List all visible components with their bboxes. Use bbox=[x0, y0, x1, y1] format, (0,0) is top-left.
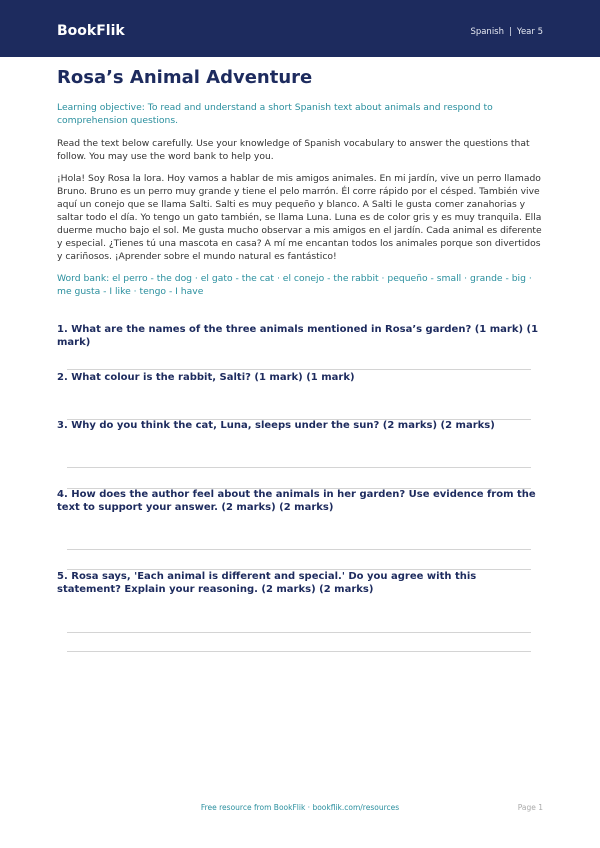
answer-line[interactable] bbox=[67, 632, 531, 633]
instructions: Read the text below carefully. Use your knowledge of Spanish vocabulary to answer the questions that follow. You may use the word bank to help you. bbox=[57, 138, 530, 162]
year-label: Year 5 bbox=[516, 27, 543, 37]
question-2: 2. What colour is the rabbit, Salti? (1 mark) (1 mark) bbox=[57, 372, 355, 383]
header-meta bbox=[470, 27, 543, 37]
worksheet-title: Rosa’s Animal Adventure bbox=[57, 67, 313, 88]
answer-line[interactable] bbox=[67, 467, 531, 468]
question-4: 4. How does the author feel about the animals in her garden? Use evidence from the text to support your answer. (2 marks) (2 marks) bbox=[57, 489, 536, 513]
learning-objective: Learning objective: To read and understand a short Spanish text about animals and respond to comprehension questions. bbox=[57, 102, 493, 126]
subject-label: Spanish bbox=[470, 27, 505, 37]
page-number: Page 1 bbox=[517, 803, 543, 812]
answer-line[interactable] bbox=[67, 369, 531, 370]
meta-separator: | bbox=[509, 27, 512, 37]
question-5: 5. Rosa says, 'Each animal is different and special.' Do you agree with this statement? Explain your reasoning. (2 marks) (2 marks) bbox=[57, 571, 477, 595]
brand-logo: BookFlik bbox=[57, 23, 125, 39]
page-header bbox=[0, 0, 600, 57]
question-3: 3. Why do you think the cat, Luna, sleeps under the sun? (2 marks) (2 marks) bbox=[57, 420, 495, 431]
word-bank: Word bank: el perro - the dog · el gato - the cat · el conejo - the rabbit · pequeño - small · grande - big · me gusta - I like · tengo - I have bbox=[57, 273, 532, 297]
worksheet-body bbox=[57, 65, 542, 298]
question-1: 1. What are the names of the three animals mentioned in Rosa’s garden? (1 mark) (1 mark) bbox=[57, 324, 539, 348]
reading-passage: ¡Hola! Soy Rosa la lora. Hoy vamos a hablar de mis amigos animales. En mi jardín, vive un perro llamado Bruno. Bruno es un perro muy grande y tiene el pelo marrón. Él corre rápido por el césped. También vive aquí un conejo que se llama Salti. Salti es muy pequeño y blanco. A Salti le gusta comer zanahorias y saltar todo el día. Yo tengo un gato también, se llama Luna. Luna es de color gris y es muy tranquila. Ella duerme mucho bajo el sol. Me gusta mucho observar a mis amigos en el jardín. Cada animal es diferente y especial. ¿Tienes tú una mascota en casa? A mí me encantan todos los animales porque son divertidos y cariñosos. ¡Aprender sobre el mundo natural es fantástico! bbox=[57, 173, 542, 262]
answer-line[interactable] bbox=[67, 651, 531, 652]
answer-line[interactable] bbox=[67, 549, 531, 550]
footer-resource-link[interactable]: Free resource from BookFlik · bookflik.com/resources bbox=[200, 803, 400, 812]
